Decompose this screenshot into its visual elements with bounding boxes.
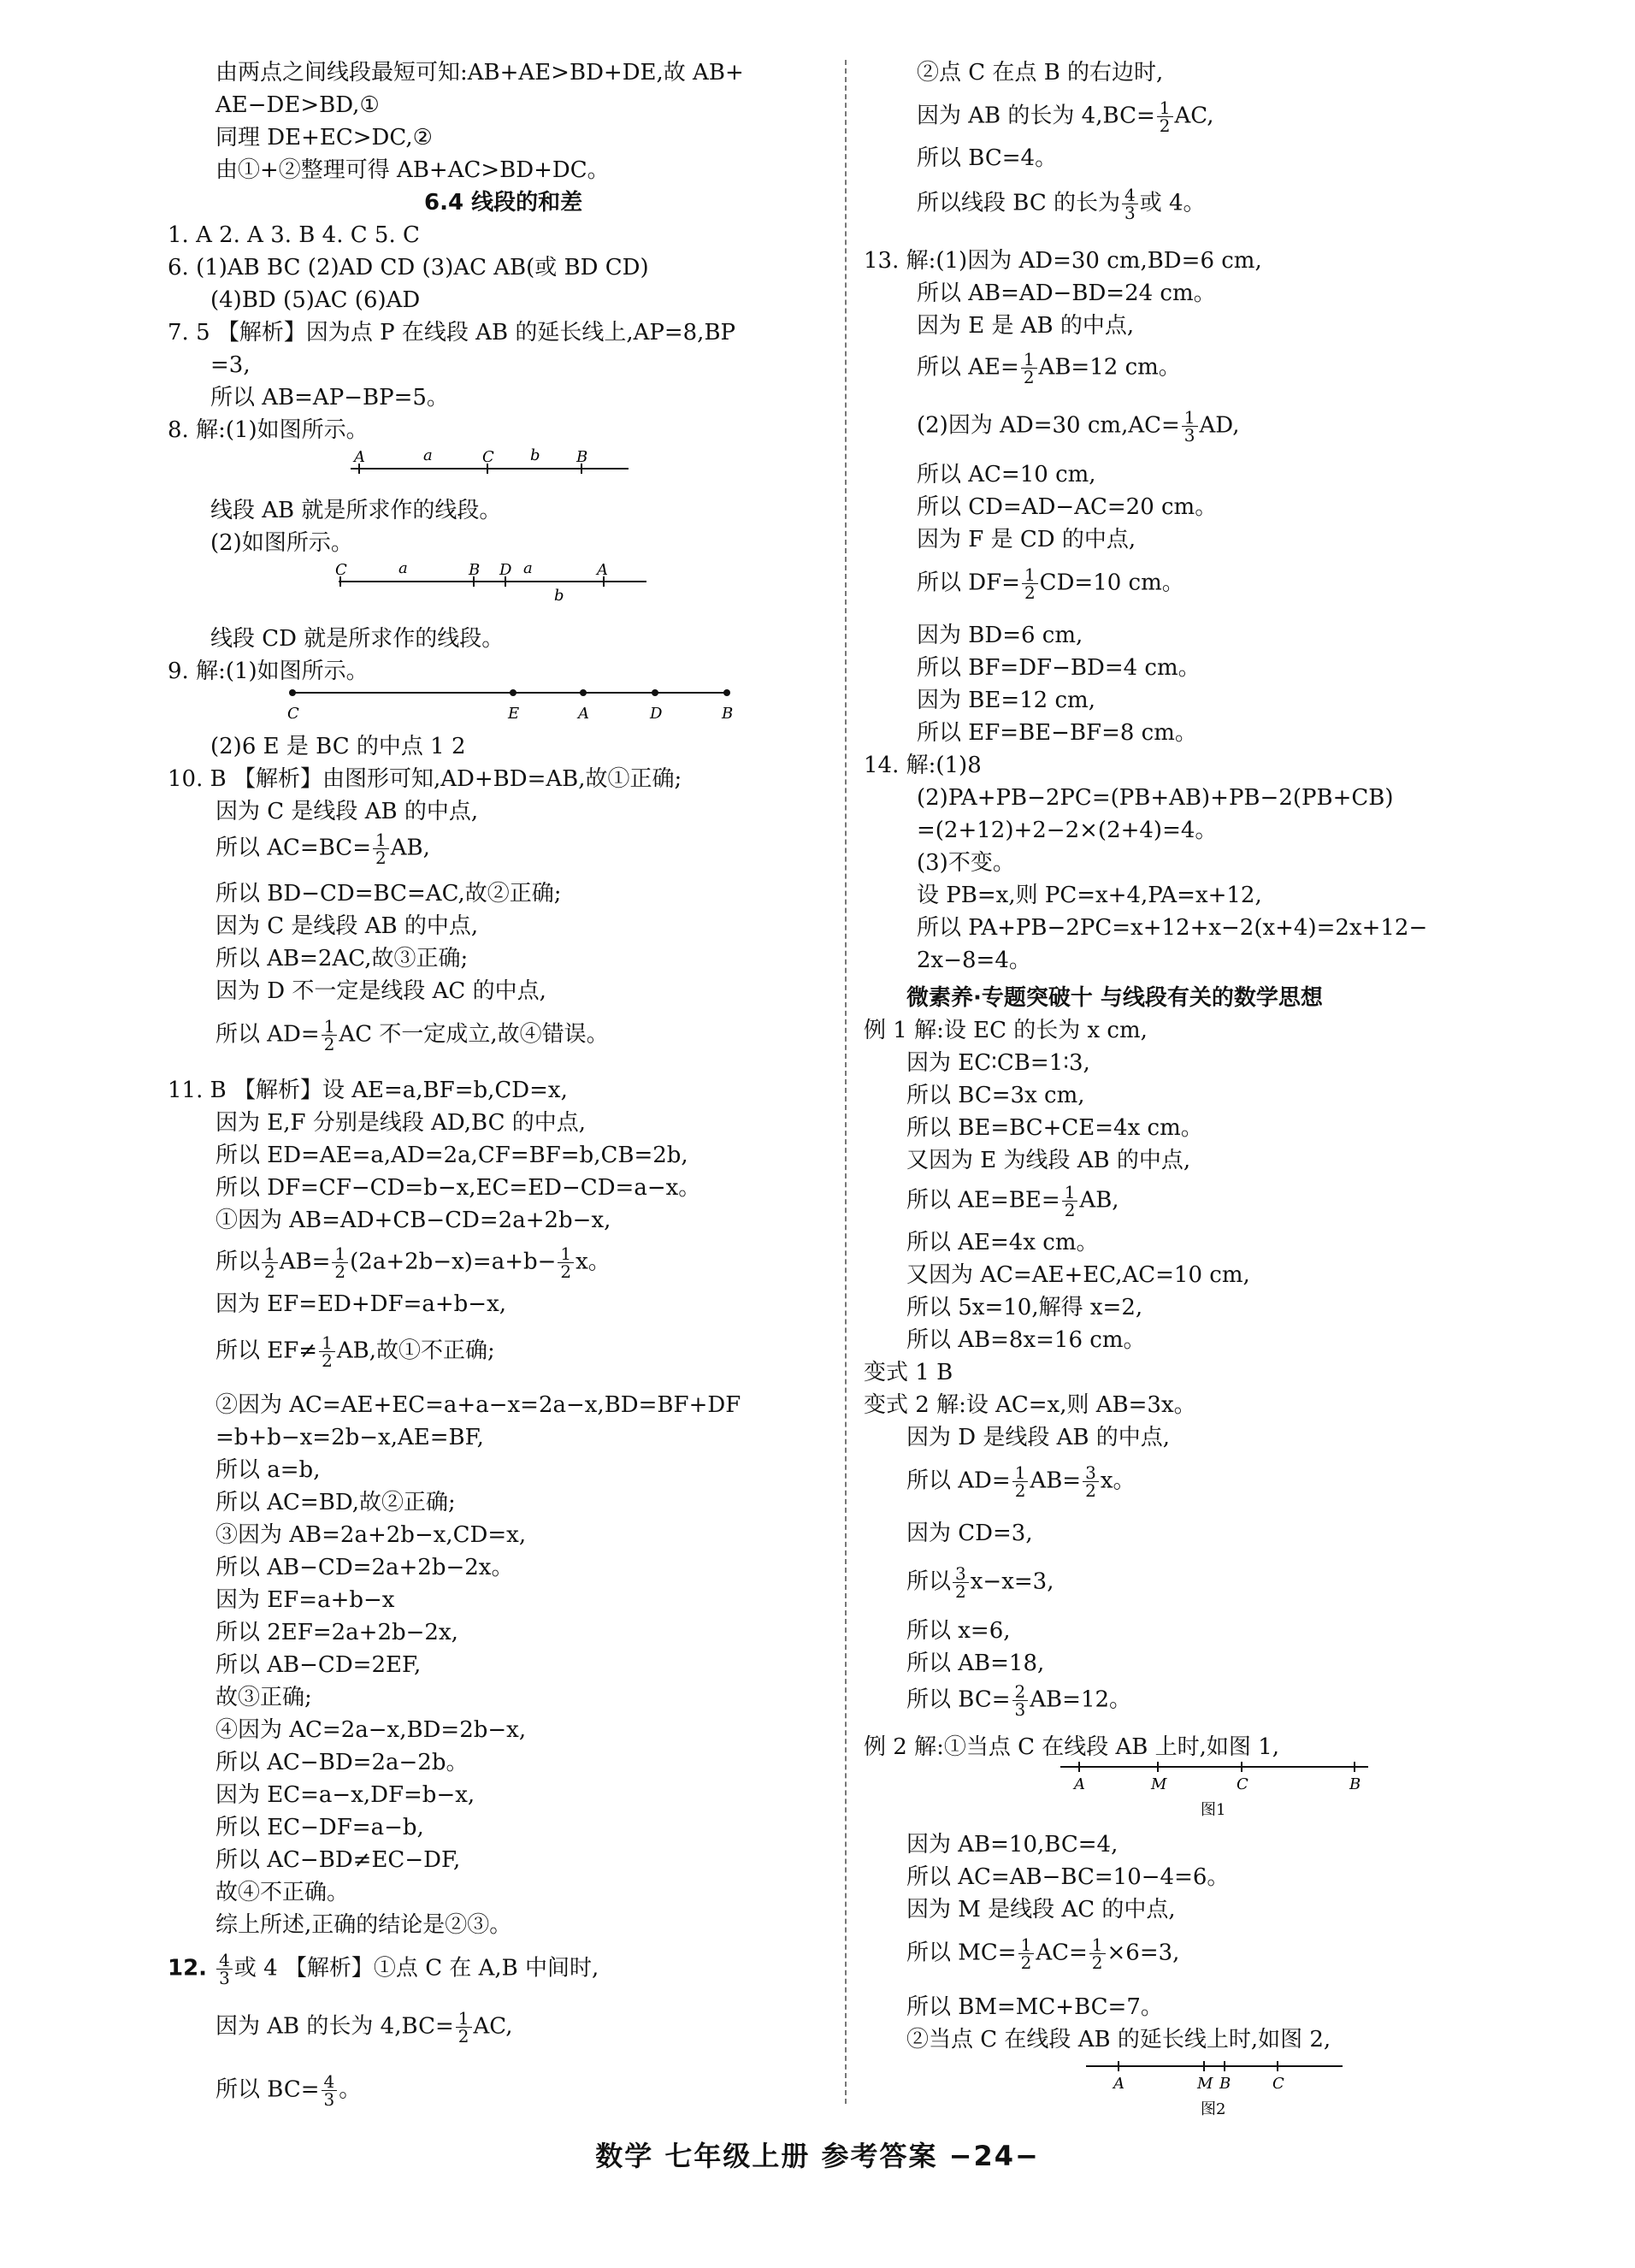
left-text-line: (4)BD (5)AC (6)AD — [210, 287, 421, 313]
right-text-line: 又因为 E 为线段 AB 的中点, — [906, 1148, 1191, 1173]
left-text-line: 6. (1)AB BC (2)AD CD (3)AC AB(或 BD CD) — [168, 255, 649, 281]
fig-label: C — [287, 705, 299, 723]
fig-label: a — [398, 559, 408, 577]
fraction-line: 所以 AE= $\frac{1}{2}$ AB=12 cm。 — [917, 349, 1181, 387]
left-text-line: 8. 解:(1)如图所示。 — [168, 417, 369, 443]
left-text-line: 故③正确; — [215, 1685, 312, 1710]
left-text-line: ②因为 AC=AE+EC=a+a−x=2a−x,BD=BF+DF — [215, 1392, 741, 1418]
fig-label: B — [576, 448, 588, 466]
fig-label: B — [722, 705, 734, 723]
right-text-line: 2x−8=4。 — [917, 948, 1031, 973]
fraction-line: 所以 BC= $\frac{2}{3}$ AB=12。 — [906, 1681, 1132, 1720]
left-text-line: 因为 EF=a+b−x — [215, 1587, 395, 1613]
right-text-line: 因为 D 是线段 AB 的中点, — [906, 1425, 1171, 1450]
fraction-line: 所以 $\frac{1}{2}$ AB= $\frac{1}{2}$ (2a+2b−x)=a+b− $\frac{1}{2}$ x。 — [215, 1243, 611, 1282]
left-text-line: 所以 BD−CD=BC=AC,故②正确; — [215, 881, 562, 907]
fig-label: C — [335, 561, 347, 579]
right-text-line: ②点 C 在点 B 的右边时, — [917, 60, 1164, 86]
figure-2 — [1077, 2056, 1351, 2124]
fraction-line: 因为 AB 的长为 4,BC= $\frac{1}{2}$ AC, — [917, 97, 1214, 136]
left-text-line: 综上所述,正确的结论是②③。 — [215, 1912, 512, 1938]
right-text-line: 所以 AE=4x cm。 — [906, 1230, 1099, 1255]
right-text-line: 所以 AC=10 cm, — [917, 462, 1096, 487]
right-text-line: 所以 AB=18, — [906, 1651, 1045, 1676]
right-text-line: 13. 解:(1)因为 AD=30 cm,BD=6 cm, — [864, 248, 1262, 274]
left-text-line: (2)6 E 是 BC 的中点 1 2 — [210, 734, 466, 759]
right-text-line: 变式 2 解:设 AC=x,则 AB=3x。 — [864, 1392, 1196, 1418]
left-text-line: 所以 ED=AE=a,AD=2a,CF=BF=b,CB=2b, — [215, 1143, 688, 1168]
right-text-line: 因为 BD=6 cm, — [917, 623, 1083, 648]
right-text-line: 设 PB=x,则 PC=x+4,PA=x+12, — [917, 883, 1262, 908]
left-text-line: 因为 EC=a−x,DF=b−x, — [215, 1782, 475, 1808]
left-text-line: 所以 a=b, — [215, 1457, 321, 1483]
left-text-line: 因为 C 是线段 AB 的中点, — [215, 913, 479, 939]
left-text-line: 1. A 2. A 3. B 4. C 5. C — [168, 222, 420, 248]
fig-label: C — [482, 448, 494, 466]
fraction-line: 所以 DF= $\frac{1}{2}$ CD=10 cm。 — [917, 564, 1184, 603]
right-text-line: 所以 EF=BE−BF=8 cm。 — [917, 720, 1197, 746]
right-text-line: 因为 F 是 CD 的中点, — [917, 527, 1136, 552]
right-text-line: 因为 EC∶CB=1∶3, — [906, 1050, 1090, 1076]
fig-label: A — [597, 561, 608, 579]
fraction-line: 所以线段 BC 的长为 $\frac{4}{3}$ 或 4。 — [917, 185, 1206, 223]
right-text-line: (3)不变。 — [917, 850, 1015, 876]
right-text-line: 所以 AB=AD−BD=24 cm。 — [917, 281, 1216, 306]
left-text-line: 所以 AB=AP−BP=5。 — [210, 385, 449, 410]
right-text-line: 因为 M 是线段 AC 的中点, — [906, 1897, 1176, 1922]
right-text-line: 所以 5x=10,解得 x=2, — [906, 1295, 1143, 1320]
column-divider — [845, 60, 847, 2104]
left-text-line: 所以 AC−BD≠EC−DF, — [215, 1847, 461, 1873]
left-text-line: 所以 EC−DF=a−b, — [215, 1815, 424, 1840]
left-text-line: 所以 AB−CD=2a+2b−2x。 — [215, 1555, 514, 1580]
fraction-line: 所以 AC=BC= $\frac{1}{2}$ AB, — [215, 830, 430, 868]
left-text-line: 因为 EF=ED+DF=a+b−x, — [215, 1291, 506, 1317]
fig-label: B — [1349, 1775, 1361, 1793]
right-text-line: 因为 AB=10,BC=4, — [906, 1832, 1119, 1858]
fraction-line: 所以 AD= $\frac{1}{2}$ AC 不一定成立,故④错误。 — [215, 1016, 609, 1054]
page-footer: 数学 七年级上册 参考答案 −24− — [595, 2140, 1040, 2172]
left-text-line: 7. 5 【解析】因为点 P 在线段 AB 的延长线上,AP=8,BP — [168, 320, 736, 346]
fraction-line: 所以 AE=BE= $\frac{1}{2}$ AB, — [906, 1182, 1119, 1220]
fig-label: E — [508, 705, 520, 723]
right-text-line: 所以 BF=DF−BD=4 cm。 — [917, 655, 1201, 681]
left-text-line: ④因为 AC=2a−x,BD=2b−x, — [215, 1717, 527, 1743]
fig-label: a — [523, 559, 533, 577]
left-text-line: 9. 解:(1)如图所示。 — [168, 659, 369, 684]
left-text-line: 所以 2EF=2a+2b−2x, — [215, 1620, 458, 1645]
fraction-line: 所以 BC= $\frac{4}{3}$ 。 — [215, 2071, 362, 2110]
fig-label: C — [1272, 2075, 1284, 2093]
fraction-line: 所以 EF≠ $\frac{1}{2}$ AB,故①不正确; — [215, 1332, 495, 1371]
right-text-line: 14. 解:(1)8 — [864, 753, 982, 778]
left-text-line: 线段 AB 就是所求作的线段。 — [210, 498, 502, 523]
right-text-line: 例 1 解:设 EC 的长为 x cm, — [864, 1018, 1148, 1043]
left-text-line: 所以 DF=CF−CD=b−x,EC=ED−CD=a−x。 — [215, 1175, 701, 1201]
right-text-line: 所以 BC=3x cm, — [906, 1083, 1085, 1108]
fig-label: D — [650, 705, 663, 723]
right-text-line: 因为 CD=3, — [906, 1521, 1033, 1546]
fig-label: C — [1237, 1775, 1248, 1793]
figure-8-1 — [342, 443, 633, 477]
fig-caption: 图2 — [1201, 2100, 1226, 2118]
question-12: 12. $\frac{4}{3}$ 或 4 【解析】①点 C 在 A,B 中间时, — [168, 1950, 599, 1988]
fig-label: M — [1151, 1775, 1167, 1793]
left-text-line: 所以 AC−BD=2a−2b。 — [215, 1750, 469, 1775]
fig-label: b — [530, 446, 540, 464]
left-text-line: 由①+②整理可得 AB+AC>BD+DC。 — [215, 157, 610, 183]
right-text-line: 微素养·专题突破十 与线段有关的数学思想 — [906, 985, 1323, 1011]
right-text-line: 因为 BE=12 cm, — [917, 688, 1095, 713]
left-text-line: =3, — [210, 352, 251, 378]
fig-label: A — [354, 448, 365, 466]
fig-caption: 图1 — [1201, 1801, 1226, 1819]
fraction-line: (2)因为 AD=30 cm,AC= $\frac{1}{3}$ AD, — [917, 407, 1240, 446]
fraction-line: 所以 AD= $\frac{1}{2}$ AB= $\frac{3}{2}$ x。 — [906, 1462, 1136, 1501]
right-text-line: 所以 AB=8x=16 cm。 — [906, 1327, 1146, 1353]
fig-label: a — [423, 446, 433, 464]
fig-label: B — [469, 561, 481, 579]
left-text-line: 所以 AB=2AC,故③正确; — [215, 946, 469, 972]
right-text-line: 所以 CD=AD−AC=20 cm。 — [917, 494, 1218, 520]
left-text-line: ③因为 AB=2a+2b−x,CD=x, — [215, 1522, 527, 1548]
right-text-line: =(2+12)+2−2×(2+4)=4。 — [917, 818, 1218, 843]
left-text-line: 所以 AB−CD=2EF, — [215, 1652, 422, 1678]
fig-label: b — [554, 587, 564, 604]
left-text-line: 所以 AC=BD,故②正确; — [215, 1490, 456, 1515]
left-text-line: 因为 D 不一定是线段 AC 的中点, — [215, 978, 546, 1004]
right-text-line: 所以 BC=4。 — [917, 145, 1058, 171]
left-text-line: 故④不正确。 — [215, 1880, 350, 1905]
fig-label: B — [1219, 2075, 1231, 2093]
right-text-line: 所以 BE=BC+CE=4x cm。 — [906, 1115, 1203, 1141]
right-text-line: 所以 BM=MC+BC=7。 — [906, 1994, 1163, 2020]
fraction-line: 所以 $\frac{3}{2}$ x−x=3, — [906, 1563, 1054, 1602]
left-text-line: 因为 E,F 分别是线段 AD,BC 的中点, — [215, 1110, 587, 1136]
left-text-line: ①因为 AB=AD+CB−CD=2a+2b−x, — [215, 1208, 611, 1233]
left-text-line: (2)如图所示。 — [210, 530, 353, 556]
left-text-line: 6.4 线段的和差 — [424, 190, 583, 216]
left-text-line: 11. B 【解析】设 AE=a,BF=b,CD=x, — [168, 1078, 568, 1103]
left-text-line: 由两点之间线段最短可知:AB+AE>BD+DE,故 AB+ — [215, 60, 744, 86]
right-text-line: 例 2 解:①当点 C 在线段 AB 上时,如图 1, — [864, 1734, 1280, 1760]
left-text-line: AE−DE>BD,① — [215, 92, 380, 118]
left-text-line: 同理 DE+EC>DC,② — [215, 125, 433, 151]
left-text-line: =b+b−x=2b−x,AE=BF, — [215, 1425, 484, 1450]
right-text-line: 所以 x=6, — [906, 1618, 1011, 1644]
right-text-line: (2)PA+PB−2PC=(PB+AB)+PB−2(PB+CB) — [917, 785, 1394, 811]
left-text-line: 因为 C 是线段 AB 的中点, — [215, 799, 479, 824]
fig-label: A — [578, 705, 589, 723]
fig-label: D — [499, 561, 512, 579]
figure-1 — [1052, 1757, 1377, 1825]
left-text-line: 10. B 【解析】由图形可知,AD+BD=AB,故①正确; — [168, 766, 682, 792]
fraction-line: 所以 MC= $\frac{1}{2}$ AC= $\frac{1}{2}$ ×6=3, — [906, 1934, 1180, 1973]
right-text-line: 又因为 AC=AE+EC,AC=10 cm, — [906, 1262, 1250, 1288]
fig-label: A — [1113, 2075, 1124, 2093]
fig-label: M — [1197, 2075, 1213, 2093]
figure-9 — [282, 681, 744, 729]
right-text-line: ②当点 C 在线段 AB 的延长线上时,如图 2, — [906, 2027, 1331, 2052]
right-text-line: 变式 1 B — [864, 1360, 953, 1385]
right-text-line: 所以 PA+PB−2PC=x+12+x−2(x+4)=2x+12− — [917, 915, 1428, 941]
fig-label: A — [1074, 1775, 1085, 1793]
figure-8-2 — [330, 556, 655, 604]
fraction-line: 因为 AB 的长为 4,BC= $\frac{1}{2}$ AC, — [215, 2008, 513, 2047]
right-text-line: 因为 E 是 AB 的中点, — [917, 313, 1135, 339]
left-text-line: 线段 CD 就是所求作的线段。 — [210, 626, 505, 652]
right-text-line: 所以 AC=AB−BC=10−4=6。 — [906, 1864, 1230, 1890]
